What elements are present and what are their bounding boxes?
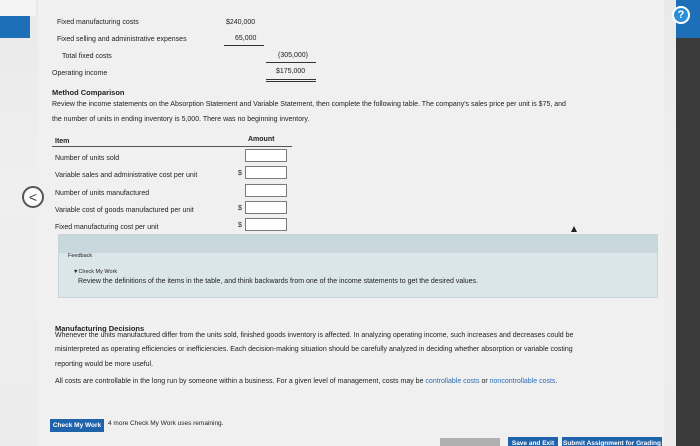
decisions-line3: reporting would be more useful. bbox=[55, 361, 154, 368]
variable-sa-cost-input[interactable] bbox=[245, 166, 287, 179]
decisions-line2: misinterpreted as operating efficiencies or inefficiencies. Each decision-making situation should be carefully analyzed in deciding whether absorption or variable costing bbox=[55, 346, 573, 353]
left-panel-top bbox=[0, 0, 36, 16]
units-manufactured-input[interactable] bbox=[245, 184, 287, 197]
feedback-header bbox=[59, 235, 657, 253]
total-fixed-label: Total fixed costs bbox=[62, 53, 112, 60]
row-units-manufactured: Number of units manufactured bbox=[55, 190, 150, 197]
total-underline bbox=[266, 62, 316, 63]
fixed-mfg-per-unit-input[interactable] bbox=[245, 218, 287, 231]
fixed-selling-label: Fixed selling and administrative expenses bbox=[57, 36, 187, 43]
double-underline-2 bbox=[266, 81, 316, 82]
check-my-work-button[interactable]: Check My Work bbox=[50, 419, 104, 432]
row-fixed-mfg-per-unit: Fixed manufacturing cost per unit bbox=[55, 224, 159, 231]
method-comparison-heading: Method Comparison bbox=[52, 88, 125, 97]
controllable-costs-link[interactable]: controllable costs bbox=[425, 378, 480, 385]
col-amount-header: Amount bbox=[248, 136, 275, 143]
total-fixed-value: (305,000) bbox=[278, 52, 308, 59]
back-arrow-icon[interactable]: < bbox=[22, 186, 44, 208]
instructions-line1: Review the income statements on the Absorption Statement and Variable Statement, then complete the following table. The company's sales price per unit is $75, and bbox=[52, 101, 566, 108]
save-exit-button[interactable]: Save and Exit bbox=[508, 437, 558, 446]
decisions-line1: Whenever the units manufactured differ from the units sold, finished goods inventory is affected. In analyzing operating income, such increases and decreases could be bbox=[55, 332, 574, 339]
mouse-cursor-icon bbox=[571, 226, 577, 232]
fixed-manufacturing-value: $240,000 bbox=[226, 19, 256, 26]
double-underline-1 bbox=[266, 79, 316, 80]
fixed-selling-value: 65,000 bbox=[235, 35, 257, 42]
decisions-line4-end: . bbox=[555, 378, 558, 385]
right-frame bbox=[676, 0, 700, 446]
feedback-message: Review the definitions of the items in the table, and think backwards from one of the income statements to get the desired values. bbox=[78, 278, 478, 285]
submit-assignment-button[interactable]: Submit Assignment for Grading bbox=[562, 437, 662, 446]
dollar-sign: $ bbox=[238, 205, 242, 212]
operating-income-value: $175,000 bbox=[276, 68, 306, 75]
dollar-sign: $ bbox=[238, 222, 242, 229]
col-item-header: Item bbox=[55, 138, 70, 145]
decisions-line4-or: or bbox=[479, 378, 490, 385]
decisions-line4-text: All costs are controllable in the long run by someone within a business. For a given level of management, costs may be bbox=[55, 378, 426, 385]
row-variable-sa-cost: Variable sales and administrative cost per unit bbox=[55, 172, 198, 179]
help-icon[interactable]: ? bbox=[672, 6, 690, 24]
footer-grey-button[interactable] bbox=[440, 438, 500, 446]
feedback-title: Feedback bbox=[68, 253, 93, 259]
feedback-panel bbox=[58, 234, 658, 298]
variable-cogm-input[interactable] bbox=[245, 201, 287, 214]
manufacturing-decisions-heading: Manufacturing Decisions bbox=[55, 324, 145, 333]
dollar-sign: $ bbox=[238, 170, 242, 177]
noncontrollable-costs-link[interactable]: noncontrollable costs bbox=[489, 378, 556, 385]
left-panel-tab bbox=[0, 16, 30, 38]
units-sold-input[interactable] bbox=[245, 149, 287, 162]
row-variable-cogm: Variable cost of goods manufactured per unit bbox=[55, 207, 194, 214]
table-header-rule bbox=[52, 146, 292, 147]
remaining-uses-text: 4 more Check My Work uses remaining. bbox=[108, 420, 224, 427]
operating-income-label: Operating income bbox=[52, 70, 108, 77]
decisions-line4 bbox=[55, 378, 557, 385]
fixed-manufacturing-label: Fixed manufacturing costs bbox=[57, 19, 139, 26]
instructions-line2: the number of units in ending inventory is 5,000. There was no beginning inventory. bbox=[52, 116, 310, 123]
row-units-sold: Number of units sold bbox=[55, 155, 120, 162]
check-my-work-toggle[interactable]: ▼Check My Work bbox=[73, 269, 118, 275]
subtotal-underline bbox=[224, 45, 264, 46]
